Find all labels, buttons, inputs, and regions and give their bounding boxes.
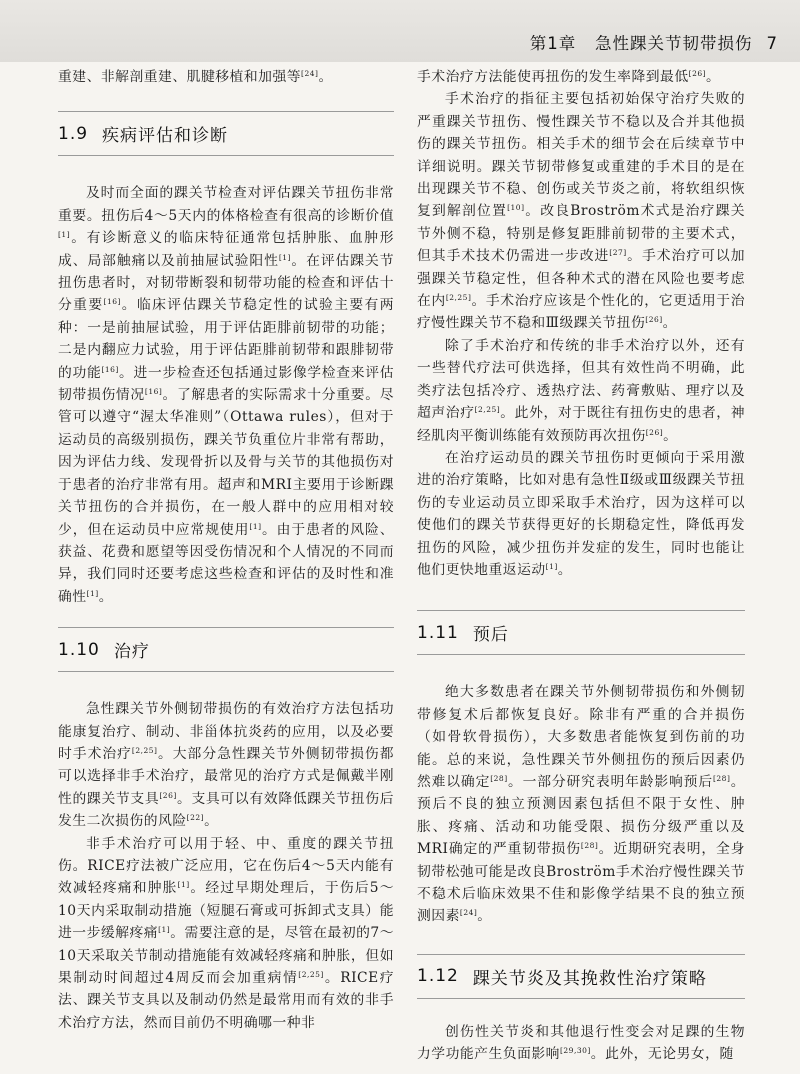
paragraph: 在治疗运动员的踝关节扭伤时更倾向于采用激进的治疗策略，比如对患有急性Ⅱ级或Ⅲ级踝关节扭伤的专业运动员立即采取手术治疗，因为这样可以使他们的踝关节获得更好的长期稳定性，降低再发扭伤的风险，减少扭伤并发症的发生，同时也能让他们更快地重返运动[1]。 — [417, 449, 745, 578]
chapter-title: 急性踝关节韧带损伤 — [595, 34, 753, 53]
section-heading-1-10 — [58, 627, 394, 672]
section-title: 踝关节炎及其挽救性治疗策略 — [472, 968, 707, 989]
left-column — [58, 66, 394, 1034]
paragraph: 急性踝关节外侧韧带损伤的有效治疗方法包括功能康复治疗、制动、非甾体抗炎药的应用，以及必要时手术治疗[2,25]。大部分急性踝关节外侧韧带损伤都可以选择非手术治疗，最常见的治疗方式是佩戴半刚性的踝关节支具[26]。支具可以有效降低踝关节扭伤后发生二次损伤的风险[22]。 — [58, 701, 395, 830]
paragraph: 创伤性关节炎和其他退行性变会对足踝的生物力学功能产生负面影响[29,30]。此外，无论男女，随 — [417, 1023, 745, 1063]
section-number: 1.12 — [417, 966, 459, 987]
paragraph: 及时而全面的踝关节检查对评估踝关节扭伤非常重要。扭伤后4～5天内的体格检查有很高的诊断价值[1]。有诊断意义的临床特征通常包括肿胀、血肿形成、局部触痛以及前抽屉试验阳性[1]。在评估踝关节扭伤患者时，对韧带断裂和韧带功能的检查和评估十分重要[16]。临床评估踝关节稳定性的试验主要有两种：一是前抽屉试验，用于评估距腓前韧带的功能；二是内翻应力试验，用于评估距腓前韧带和跟腓韧带的功能[16]。进一步检查还包括通过影像学检查来评估韧带损伤情况[16]。了解患者的实际需求十分重要。尽管可以遵守“渥太华准则”（Ottawa rules），但对于运动员的高级别损伤，踝关节负重位片非常有帮助，因为评估力线、发现骨折以及骨与关节的其他损伤对于患者的治疗非常有用。超声和MRI主要用于诊断踝关节扭伤的合并损伤，在一般人群中的应用相对较少，但在运动员中应常规使用[1]。由于患者的风险、获益、花费和愿望等因受伤情况和个人情况的不同而异，我们同时还要考虑这些检查和评估的及时性和准确性[1]。 — [58, 185, 395, 605]
section-number: 1.11 — [417, 622, 459, 643]
section-number: 1.10 — [58, 639, 100, 660]
section-title: 治疗 — [113, 642, 150, 663]
right-column — [417, 66, 745, 1066]
paragraph: 绝大多数患者在踝关节外侧韧带损伤和外侧韧带修复术后都恢复良好。除非有严重的合并损伤（如骨软骨损伤），大多数患者能恢复到伤前的功能。总的来说，急性踝关节外侧扭伤的预后因素仍然难以确定[28]。一部分研究表明年龄影响预后[28]。预后不良的独立预测因素包括但不限于女性、肿胀、疼痛、活动和功能受限、损伤分级严重以及MRI确定的严重韧带损伤[28]。近期研究表明，全身韧带松弛可能是改良Broström手术治疗慢性踝关节不稳术后临床效果不佳和影像学结果不良的独立预测因素[24]。 — [417, 684, 746, 925]
page-number: 7 — [766, 34, 778, 53]
section-heading-1-12 — [417, 954, 745, 999]
section-number: 1.9 — [58, 123, 89, 144]
section-heading-1-9 — [58, 111, 394, 156]
section-heading-1-11 — [417, 610, 745, 655]
paragraph: 手术治疗方法能使再扭伤的发生率降到最低[26]。 — [417, 69, 721, 85]
paragraph: 非手术治疗可以用于轻、中、重度的踝关节扭伤。RICE疗法被广泛应用，它在伤后4～5天内能有效减轻疼痛和肿胀[1]。经过早期处理后，于伤后5～10天内采取制动措施（短腿石膏或可拆卸式支具）能进一步缓解疼痛[1]。需要注意的是，尽管在最初的7～10天采取关节制动措施能有效减轻疼痛和肿胀，但如果制动时间超过4周反而会加重病情[2,25]。RICE疗法、踝关节支具以及制动仍然是最常用而有效的非手术治疗方法，然而目前仍不明确哪一种非 — [58, 835, 395, 1031]
running-header — [0, 0, 800, 62]
section-title: 预后 — [472, 625, 509, 646]
paragraph: 除了手术治疗和传统的非手术治疗以外，还有一些替代疗法可供选择，但其有效性尚不明确，此类疗法包括冷疗、透热疗法、药膏敷贴、理疗以及超声治疗[2,25]。此外，对于既往有扭伤史的患者，神经肌肉平衡训练能有效预防再次扭伤[26]。 — [417, 337, 746, 444]
chapter-label: 第1章 — [529, 34, 577, 53]
paragraph: 重建、非解剖重建、肌腱移植和加强等[24]。 — [58, 69, 333, 85]
header-title — [530, 30, 778, 54]
section-title: 疾病评估和诊断 — [102, 126, 229, 147]
paragraph: 手术治疗的指征主要包括初始保守治疗失败的严重踝关节扭伤、慢性踝关节不稳以及合并其他损伤的踝关节扭伤。相关手术的细节会在后续章节中详细说明。踝关节韧带修复或重建的手术目的是在出现踝关节不稳、创伤或关节炎之前，将软组织恢复到解剖位置[10]。改良Broström术式是治疗踝关节外侧不稳，特别是修复距腓前韧带的主要术式，但其手术技术仍需进一步改进[27]。手术治疗可以加强踝关节稳定性，但各种术式的潜在风险也要考虑在内[2,25]。手术治疗应该是个性化的，它更适用于治疗慢性踝关节不稳和Ⅲ级踝关节扭伤[26]。 — [417, 91, 746, 332]
